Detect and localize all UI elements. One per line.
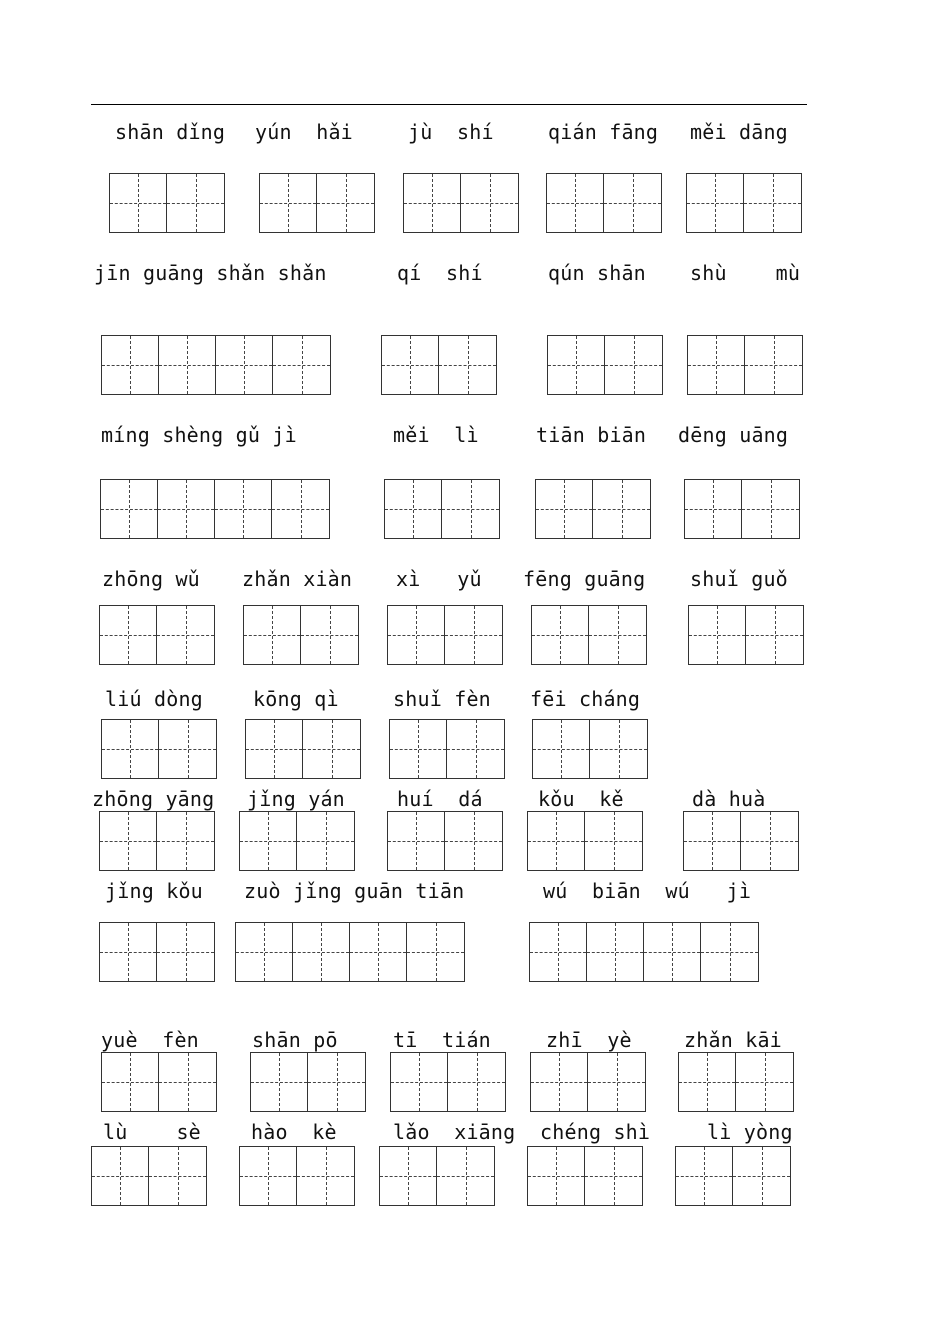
- writing-grid[interactable]: [239, 811, 355, 871]
- pinyin-label: tiān biān: [536, 423, 647, 447]
- pinyin-label: jīn guāng shǎn shǎn: [94, 261, 327, 285]
- pinyin-label: zuò jǐng guān tiān: [244, 879, 465, 903]
- pinyin-label: jǐng kǒu: [105, 879, 203, 903]
- pinyin-label: kōng qì: [253, 687, 339, 711]
- writing-grid[interactable]: [245, 719, 361, 779]
- writing-grid[interactable]: [527, 811, 643, 871]
- writing-grid[interactable]: [675, 1146, 791, 1206]
- writing-grid[interactable]: [259, 173, 375, 233]
- writing-grid[interactable]: [239, 1146, 355, 1206]
- pinyin-label: zhǎn xiàn: [242, 567, 353, 591]
- pinyin-label: shān pō: [252, 1028, 338, 1052]
- pinyin-label: yuè fèn: [101, 1028, 199, 1052]
- writing-grid[interactable]: [99, 605, 215, 665]
- writing-grid[interactable]: [101, 719, 217, 779]
- writing-grid[interactable]: [109, 173, 225, 233]
- pinyin-label: dēng uāng: [678, 423, 789, 447]
- pinyin-label: míng shèng gǔ jì: [101, 423, 297, 447]
- pinyin-label: yún hǎi: [255, 120, 353, 144]
- pinyin-label: dà huà: [692, 787, 766, 811]
- pinyin-label: fēng guāng: [523, 567, 646, 591]
- writing-grid[interactable]: [403, 173, 519, 233]
- writing-grid[interactable]: [529, 922, 759, 982]
- writing-grid[interactable]: [688, 605, 804, 665]
- pinyin-label: tī tián: [393, 1028, 491, 1052]
- writing-grid[interactable]: [387, 605, 503, 665]
- writing-grid[interactable]: [381, 335, 497, 395]
- pinyin-label: shān dǐng: [115, 120, 226, 144]
- writing-grid[interactable]: [101, 335, 331, 395]
- writing-grid[interactable]: [379, 1146, 495, 1206]
- pinyin-label: shuǐ fèn: [393, 687, 491, 711]
- writing-grid[interactable]: [546, 173, 662, 233]
- pinyin-label: xì yǔ: [396, 567, 482, 591]
- writing-grid[interactable]: [387, 811, 503, 871]
- pinyin-label: fēi cháng: [530, 687, 641, 711]
- pinyin-label: qún shān: [548, 261, 646, 285]
- pinyin-label: qí shí: [397, 261, 483, 285]
- writing-grid[interactable]: [100, 479, 330, 539]
- writing-grid[interactable]: [389, 719, 505, 779]
- writing-grid[interactable]: [530, 1052, 646, 1112]
- pinyin-label: huí dá: [397, 787, 483, 811]
- writing-grid[interactable]: [99, 922, 215, 982]
- writing-grid[interactable]: [686, 173, 802, 233]
- writing-grid[interactable]: [390, 1052, 506, 1112]
- pinyin-label: lǎo xiāng: [393, 1120, 516, 1144]
- pinyin-label: shuǐ guǒ: [690, 567, 788, 591]
- writing-grid[interactable]: [243, 605, 359, 665]
- writing-grid[interactable]: [250, 1052, 366, 1112]
- pinyin-label: liú dòng: [105, 687, 203, 711]
- pinyin-label: zhōng wǔ: [102, 567, 200, 591]
- pinyin-label: chéng shì: [540, 1120, 651, 1144]
- writing-grid[interactable]: [678, 1052, 794, 1112]
- pinyin-label: wú biān wú jì: [543, 879, 752, 903]
- pinyin-label: lù sè: [103, 1120, 201, 1144]
- writing-grid[interactable]: [99, 811, 215, 871]
- writing-grid[interactable]: [535, 479, 651, 539]
- pinyin-label: shù mù: [690, 261, 801, 285]
- pinyin-label: zhī yè: [546, 1028, 632, 1052]
- writing-grid[interactable]: [235, 922, 465, 982]
- writing-grid[interactable]: [547, 335, 663, 395]
- writing-grid[interactable]: [91, 1146, 207, 1206]
- writing-grid[interactable]: [687, 335, 803, 395]
- pinyin-label: jǐng yán: [247, 787, 345, 811]
- pinyin-label: zhōng yāng: [92, 787, 215, 811]
- writing-grid[interactable]: [531, 605, 647, 665]
- pinyin-label: jù shí: [408, 120, 494, 144]
- writing-grid[interactable]: [683, 811, 799, 871]
- pinyin-label: zhǎn kāi: [684, 1028, 782, 1052]
- writing-grid[interactable]: [684, 479, 800, 539]
- writing-grid[interactable]: [384, 479, 500, 539]
- writing-grid[interactable]: [532, 719, 648, 779]
- writing-grid[interactable]: [527, 1146, 643, 1206]
- pinyin-label: hào kè: [251, 1120, 337, 1144]
- pinyin-label: měi lì: [393, 423, 479, 447]
- writing-grid[interactable]: [101, 1052, 217, 1112]
- top-rule: [91, 104, 807, 105]
- pinyin-label: qián fāng: [548, 120, 659, 144]
- pinyin-label: kǒu kě: [538, 787, 624, 811]
- pinyin-label: lì yòng: [707, 1120, 793, 1144]
- pinyin-label: měi dāng: [690, 120, 788, 144]
